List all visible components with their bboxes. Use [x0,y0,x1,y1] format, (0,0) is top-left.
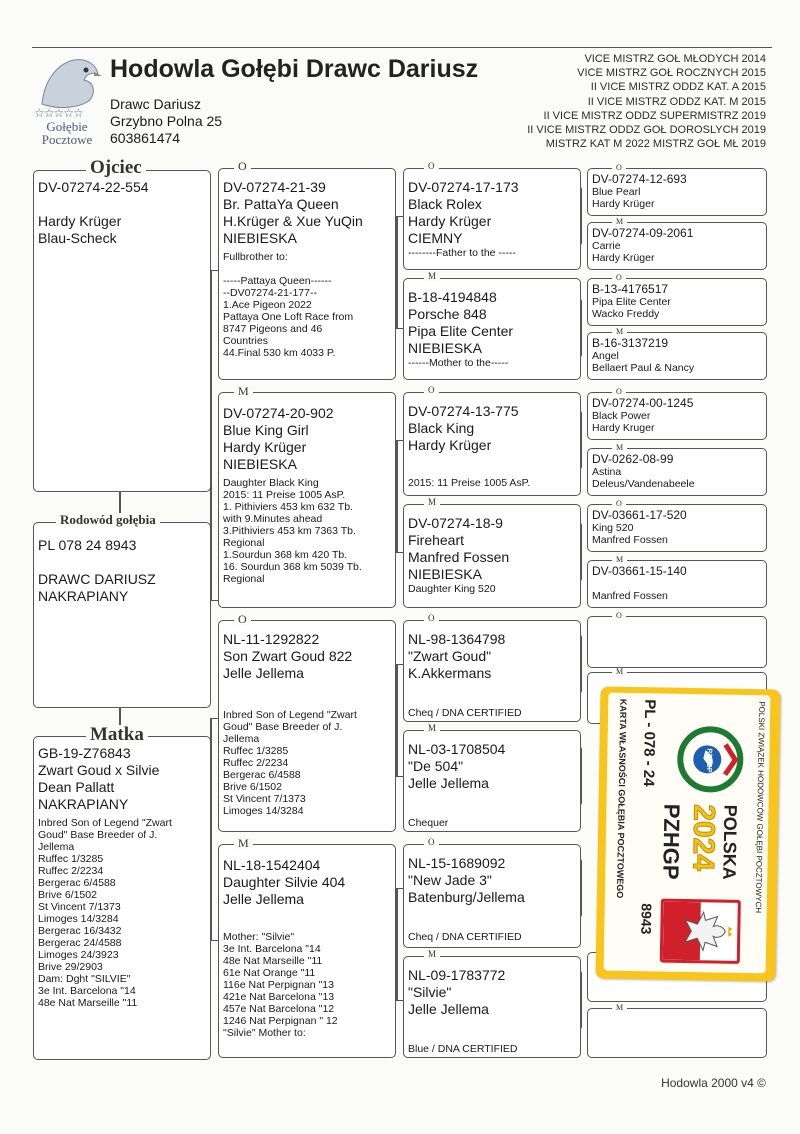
owner-name: Drawc Dariusz [110,96,202,112]
gen4-ring: DV-07274-12-693 [592,172,687,186]
gen3-ring: DV-07274-13-775 [408,403,519,419]
gen4-card[interactable] [587,504,767,552]
father-card[interactable] [33,170,211,492]
gen2-note: 61e Nat Orange "11 [223,967,316,979]
pedigree-line: DRAWC DARIUSZ [38,571,156,587]
gen2-line: H.Krüger & Xue YuQin [223,213,363,229]
gen2-tag: O [234,160,251,172]
mother-note: Brive 6/1502 [38,889,97,901]
logo-text: Gołębie Pocztowe [41,119,93,147]
gen3-line: "Silvie" [408,984,452,1000]
ownership-sticker [595,686,780,981]
gen2-note: Regional [223,573,265,585]
title-line: VICE MISTRZ GOŁ MŁODYCH 2014 [584,53,766,65]
gen2-line: Jelle Jellema [223,891,304,907]
gen4-card[interactable] [587,560,767,608]
gen3-note: Cheq / DNA CERTIFIED [408,707,522,719]
gen2-note: 1.Ace Pigeon 2022 [223,299,312,311]
poland-eagle [660,899,741,964]
gen2-note: 1. Pithiviers 453 km 632 Tb. [223,501,353,513]
gen2-note: 44.Final 530 km 4033 P. [223,347,336,359]
mother-note: Ruffec 1/3285 [38,853,104,865]
gen4-card[interactable] [587,168,767,216]
gen4-name: Carrie [592,240,621,252]
gen2-note: Ruffec 1/3285 [223,745,289,757]
mother-ring: GB-19-Z76843 [38,745,131,761]
gen4-breeder: Hardy Kruger [592,422,655,434]
gen4-empty-card[interactable] [587,616,767,668]
mother-note: Dam: Dght "SILVIE" [38,973,131,985]
title-line: II VICE MISTRZ ODDZ GOŁ DOROSLYCH 2019 [527,124,766,137]
father-line: Blau-Scheck [38,230,117,246]
gen4-tag: O [612,612,626,620]
gen4-breeder: Wacko Freddy [592,308,660,320]
gen2-note: Goud" Base Breeder of J. [223,721,343,733]
mother-note: Inbred Son of Legend "Zwart [38,817,172,829]
gen3-line: Hardy Krüger [408,213,492,229]
title-line: MISTRZ KAT M 2022 MISTRZ GOŁ MŁ 2019 [545,138,766,151]
gen3-tag: M [424,724,440,733]
gen3-line: Black Rolex [408,196,482,212]
gen2-card[interactable] [218,620,396,832]
gen4-name: Blue Pearl [592,186,641,198]
emblem-badge-text: PZHGP [705,748,713,773]
gen3-line [408,682,522,699]
gen2-note: Mother: "Silvie" [223,931,295,943]
gen3-line: "New Jade 3" [408,872,492,888]
gen2-note: 48e Nat Marseille "11 [223,955,323,967]
gen4-card[interactable] [587,392,767,440]
father-line [38,196,149,213]
gen2-ring: DV-07274-20-902 [223,405,334,421]
gen3-tag: O [424,838,439,847]
gen2-note: 457e Nat Barcelona "12 [223,1003,335,1015]
logo [34,52,104,148]
gen2-line: NIEBIESKA [223,456,297,472]
mother-label: Matka [86,725,148,745]
gen4-name: Angel [592,350,619,362]
gen3-note: --------Father to the ----- [408,247,516,259]
owner-address: Grzybno Polna 25 [110,113,223,129]
gen4-tag: M [612,1004,627,1012]
gen4-ring: B-16-3137219 [592,336,669,350]
gen4-tag: O [612,274,626,282]
mother-note: Ruffec 2/2234 [38,865,104,877]
gen2-card[interactable] [218,392,396,608]
sticker-country: POLSKA [719,804,741,880]
gen2-ring: NL-11-1292822 [223,631,320,647]
title-line: VICE MISTRZ GOŁ ROCZNYCH 2015 [577,67,766,80]
gen4-card[interactable] [587,278,767,326]
gen3-tag: O [424,162,439,171]
gen3-ring: NL-98-1364798 [408,631,506,647]
eagle-icon [663,902,738,961]
gen4-name: Black Power [592,410,651,422]
mother-note: Bergerac 6/4588 [38,877,116,889]
gen2-note: Fullbrother to: [223,251,288,263]
mother-line: Dean Pallatt [38,779,115,795]
gen2-note: Regional [223,537,265,549]
gen3-note: ------Mother to the----- [408,357,509,369]
gen3-card[interactable] [403,956,581,1058]
gen2-line: Jelle Jellema [223,665,304,681]
gen2-note: with 9.Minutes ahead [223,513,323,525]
mother-note: Jellema [38,841,75,853]
gen4-breeder: Deleus/Vandenabeele [592,478,695,490]
gen2-ring: DV-07274-21-39 [223,179,326,195]
sticker-org: PZHGP [658,803,685,880]
gen4-empty-card[interactable] [587,1008,767,1058]
mother-line: Zwart Goud x Silvie [38,762,160,778]
gen3-line [408,906,525,923]
gen3-line: Porsche 848 [408,306,487,322]
sticker-card-title: KARTA WŁASNOŚCI GOŁĘBIA POCZTOWEGO [614,698,629,899]
pzhgp-emblem [675,724,746,795]
mother-note: Goud" Base Breeder of J. [38,829,158,841]
gen3-line: "De 504" [408,758,464,774]
gen3-card[interactable] [403,392,581,496]
sticker-org-line: POLSKI ZWIĄZEK HODOWCÓW GOŁĘBI POCZTOWYCH [753,701,767,914]
gen2-note: Jellema [223,733,260,745]
titles-list [527,52,766,151]
mother-note: Limoges 24/3923 [38,949,119,961]
gen2-note: Limoges 14/3284 [223,805,304,817]
gen2-note: Inbred Son of Legend "Zwart [223,709,357,721]
gen2-note: --DV07274-21-177-- [223,287,317,299]
gen2-note: 116e Nat Perpignan "13 [223,979,334,991]
gen4-tag: O [612,388,626,396]
gen4-tag: O [612,164,626,172]
logo-stars: ☆☆☆☆☆ [34,106,83,120]
pedigree-label: Rodowód gołębia [56,513,160,527]
gen2-note: 16. Sourdun 368 km 5039 Tb. [223,561,362,573]
gen4-card[interactable] [587,222,767,270]
gen2-note: 1246 Nat Perpignan " 12 [223,1015,338,1027]
gen4-ring: DV-03661-17-520 [592,508,687,522]
gen4-card[interactable] [587,332,767,380]
gen2-note: -----Pattaya Queen------ [223,275,332,287]
father-line: Hardy Krüger [38,213,122,229]
pedigree-line: NAKRAPIANY [38,588,129,604]
gen4-tag: M [612,444,627,452]
gen2-line: Son Zwart Goud 822 [223,648,353,664]
gen4-ring: DV-07274-09-2061 [592,226,694,240]
gen3-tag: M [424,498,440,507]
gen4-card[interactable] [587,448,767,496]
gen2-note: "Silvie" Mother to: [223,1027,306,1039]
gen3-line: "Zwart Goud" [408,648,492,664]
page-title: Hodowla Gołębi Drawc Dariusz [110,55,479,83]
gen2-note: 2015: 11 Preise 1005 AsP. [223,489,346,501]
pedigree-card[interactable] [33,522,211,708]
gen2-tag: O [234,613,251,625]
gen4-tag: M [612,218,627,226]
gen3-note: Daughter King 520 [408,583,496,595]
gen3-ring: NL-09-1783772 [408,967,506,983]
ownership-card [604,693,771,974]
gen4-ring: DV-07274-00-1245 [592,396,694,410]
gen3-line: K.Akkermans [408,665,492,681]
gen4-tag: O [612,500,626,508]
mother-note: 3e Int. Barcelona "14 [38,985,136,997]
gen3-note: 2015: 11 Preise 1005 AsP. [408,477,531,489]
gen3-line: Black King [408,420,475,436]
gen4-tag: M [612,668,627,676]
pigeon-logo-icon [34,52,104,112]
gen2-note: St Vincent 7/1373 [223,793,306,805]
mother-note: Bergerac 16/3432 [38,925,122,937]
gen3-line: Jelle Jellema [408,1001,489,1017]
gen2-note: 8747 Pigeons and 46 [223,323,323,335]
gen2-note: Ruffec 2/2234 [223,757,289,769]
title-line: II VICE MISTRZ ODDZ SUPERMISTRZ 2019 [543,109,766,122]
gen3-ring: NL-03-1708504 [408,741,506,757]
gen3-note: Blue / DNA CERTIFIED [408,1043,518,1055]
owner-phone: 603861474 [110,130,181,146]
gen3-line: Manfred Fossen [408,549,510,565]
footer-version: Hodowla 2000 v4 © [661,1076,766,1090]
gen3-note: Cheq / DNA CERTIFIED [408,931,522,943]
gen3-ring: DV-07274-18-9 [408,515,503,531]
father-label: Ojciec [86,158,146,178]
gen2-note: Daughter Black King [223,477,319,489]
gen3-card[interactable] [403,504,581,608]
gen2-note: 1.Sourdun 368 km 420 Tb. [223,549,348,561]
gen3-tag: M [424,272,440,281]
gen2-line [223,682,357,699]
gen2-line: Blue King Girl [223,422,309,438]
gen3-note: Chequer [408,817,449,829]
gen2-note: 3e Int. Barcelona "14 [223,943,321,955]
gen3-card[interactable] [403,278,581,380]
gen3-line [408,1018,518,1035]
gen4-ring: DV-0262-08-99 [592,452,674,466]
gen2-ring: NL-18-1542404 [223,857,321,873]
gen4-name: Astina [592,466,622,478]
pedigree-ring: PL 078 24 8943 [38,537,137,553]
sticker-number: 8943 [638,903,655,935]
gen4-breeder: Bellaert Paul & Nancy [592,362,695,374]
gen2-line: Daughter Silvie 404 [223,874,346,890]
gen2-line: Br. PattaYa Queen [223,196,339,212]
gen4-name [592,578,687,590]
gen4-name: Pipa Elite Center [592,296,671,308]
gen2-note: Bergerac 6/4588 [223,769,301,781]
title-line: II VICE MISTRZ ODDZ KAT. A 2015 [590,81,766,94]
gen3-line: NIEBIESKA [408,566,482,582]
gen2-note: Pattaya One Loft Race from [223,311,354,323]
gen4-tag: M [612,328,627,336]
gen3-card[interactable] [403,168,581,270]
gen3-tag: M [424,950,440,959]
gen3-card[interactable] [403,844,581,948]
gen2-tag: M [234,385,253,397]
gen3-line: Jelle Jellema [408,775,489,791]
gen3-line: Fireheart [408,532,465,548]
gen4-breeder: Hardy Krüger [592,198,655,210]
pedigree-line [38,554,156,571]
gen3-tag: O [424,614,439,623]
mother-note: Limoges 14/3284 [38,913,119,925]
gen3-line: Hardy Krüger [408,437,492,453]
gen3-ring: B-18-4194848 [408,289,497,305]
gen4-tag: M [612,556,627,564]
gen2-note: 421e Nat Barcelona "13 [223,991,335,1003]
gen4-breeder: Manfred Fossen [592,590,668,602]
gen3-line: Batenburg/Jellema [408,889,525,905]
gen2-tag: M [234,837,253,849]
gen3-card[interactable] [403,730,581,832]
gen4-ring: DV-03661-15-140 [592,564,687,578]
gen2-line: NIEBIESKA [223,230,297,246]
gen4-name: King 520 [592,522,634,534]
gen3-ring: DV-07274-17-173 [408,179,519,195]
sticker-ring: PL - 078 - 24 [639,699,659,787]
sticker-year: 2024 [686,803,721,872]
gen3-line [408,454,530,471]
mother-note: 48e Nat Marseille "11 [38,997,138,1009]
mother-note: Brive 29/2903 [38,961,103,973]
gen2-note: Countries [223,335,268,347]
gen2-line: Hardy Krüger [223,439,307,455]
gen4-breeder: Hardy Krüger [592,252,655,264]
mother-line: NAKRAPIANY [38,796,129,812]
mother-card[interactable] [33,736,211,1060]
gen2-note: Brive 6/1502 [223,781,282,793]
mother-note: St Vincent 7/1373 [38,901,121,913]
gen4-breeder: Manfred Fossen [592,534,668,546]
gen3-card[interactable] [403,620,581,722]
gen3-ring: NL-15-1689092 [408,855,506,871]
gen2-card[interactable] [218,168,396,380]
father-ring: DV-07274-22-554 [38,179,149,195]
gen2-note: 3.Pithiviers 453 km 7363 Tb. [223,525,356,537]
gen2-card[interactable] [218,844,396,1058]
gen4-ring: B-13-4176517 [592,282,669,296]
gen3-line: NIEBIESKA [408,340,482,356]
gen3-line: Pipa Elite Center [408,323,514,339]
gen3-line: CIEMNY [408,230,463,246]
mother-note: Bergerac 24/4588 [38,937,122,949]
gen2-line [223,908,345,925]
gen3-line [408,792,505,809]
gen2-note [223,263,363,275]
gen3-tag: O [424,386,439,395]
title-line: II VICE MISTRZ ODDZ KAT. M 2015 [587,95,766,108]
